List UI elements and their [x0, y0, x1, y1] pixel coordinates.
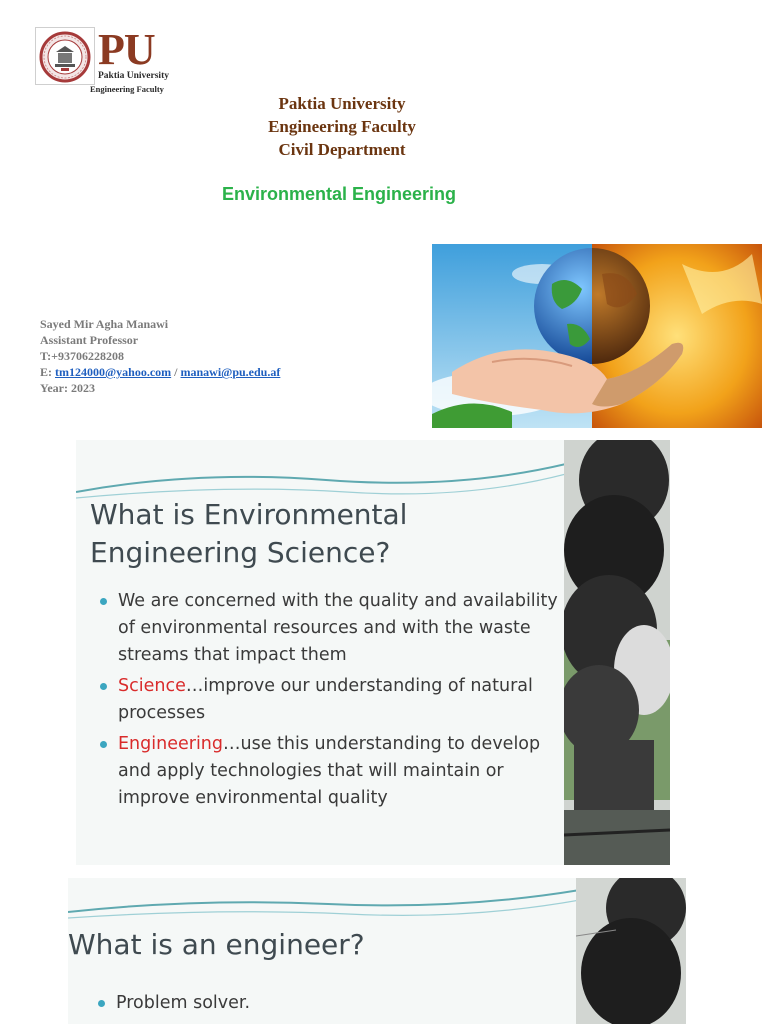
bullet-text: Problem solver. [116, 993, 251, 1013]
slide-title: What is Environmental Engineering Science? [90, 498, 408, 569]
bullet-text: We are concerned with the quality and availability of environmental resources and with the waste streams that impact them [118, 591, 558, 665]
bullet-text: …use this understanding to develop and apply technologies that will maintain or improve environmental quality [118, 734, 541, 808]
list-item [98, 588, 563, 669]
email-separator: / [171, 365, 181, 379]
seal-icon [38, 30, 94, 84]
course-title: Environmental Engineering [221, 184, 457, 204]
author-info [40, 316, 280, 396]
smoke-stack-image [576, 878, 686, 1024]
bullet-keyword: Science [118, 676, 186, 696]
logo-university-name: Paktia University [98, 71, 169, 81]
author-name: Sayed Mir Agha Manawi [40, 317, 169, 331]
list-item [96, 990, 496, 1017]
smoke-stack-image [564, 440, 670, 865]
bullet-text: …improve our understanding of natural processes [118, 676, 533, 723]
earth-in-hands-image [432, 244, 762, 428]
department-title: Civil Department [278, 140, 406, 159]
author-position: Assistant Professor [40, 333, 139, 347]
list-item [98, 731, 563, 812]
author-email-line [40, 364, 280, 380]
email-link-pu[interactable]: manawi@pu.edu.af [180, 365, 281, 379]
bullet-icon [100, 683, 107, 690]
email-prefix: E: [40, 365, 55, 379]
list-item [98, 673, 563, 727]
bullet-list [96, 990, 496, 1021]
slide-what-is-an-engineer [68, 878, 686, 1024]
bullet-list [98, 588, 563, 816]
bullet-icon [98, 1000, 105, 1007]
slide-environmental-engineering-science [76, 440, 670, 865]
bullet-keyword: Engineering [118, 734, 223, 754]
author-year: Year: 2023 [40, 381, 95, 395]
author-phone: T:+93706228208 [40, 349, 124, 363]
logo-letters: PU [98, 25, 155, 74]
bullet-icon [100, 741, 107, 748]
logo-faculty-name: Engineering Faculty [90, 84, 164, 94]
faculty-title: Engineering Faculty [268, 117, 416, 136]
university-seal [35, 27, 95, 85]
email-link-yahoo[interactable]: tm124000@yahoo.com [55, 365, 172, 379]
slide-top-curve [68, 878, 580, 928]
slide-title: What is an engineer? [68, 928, 365, 961]
university-title: Paktia University [278, 94, 406, 113]
bullet-icon [100, 598, 107, 605]
